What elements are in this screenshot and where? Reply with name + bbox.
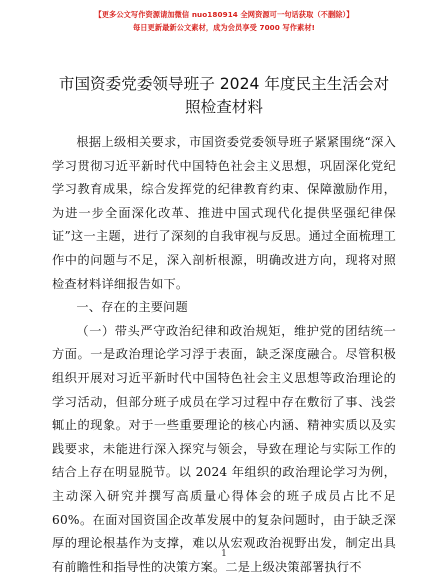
- promo-banner-line-1: 【更多公文写作资源请加微信 nuo180914 全网资源可一句话获取（不删除）】: [94, 10, 354, 19]
- section-heading: 一、存在的主要问题: [76, 300, 188, 315]
- document-body: [52, 131, 396, 579]
- page-number: 1: [221, 549, 227, 559]
- promo-banner-line-2: 每日更新最新公文素材，成为会员享受 7000 写作素材!: [132, 23, 316, 32]
- document-title: 市国资委党委领导班子 2024 年度民主生活会对照检查材料: [58, 75, 390, 116]
- section-paragraph: （一）带头严守政治纪律和政治规矩，维护党的团结统一方面。一是政治理论学习浮于表面，缺乏深度融合。尽管积极组织开展对习近平新时代中国特色社会主义思想等政治理论的学习活动，但部分班子成员在学习过程中存在敷衍了事、浅尝辄止的现象。对于一些重要理论的核心内涵、精神实质以及实践要求，未能进行深入探究与领会，导致在理论与实际工作的结合上存在明显脱节。以 2024 年组织的政治理论学习为例，主动深入研究并撰写高质量心得体会的班子成员占比不足 60%。在面对国资国企改革发展中的复杂问题时，由于缺乏深厚的理论根基作为支撑，难以从宏观政治视野出发，制定出具有前瞻性和指导性的决策方案。二是上级决策部署执行不: [52, 323, 396, 574]
- promo-banner: [0, 8, 448, 34]
- intro-paragraph: 根据上级相关要求，市国资委党委领导班子紧紧围绕“深入学习贯彻习近平新时代中国特色社会主义思想，巩固深化党纪学习教育成果，综合发挥党的纪律教育约束、保障激励作用，为进一步全面深化改革、推进中国式现代化提供坚强纪律保证”这一主题，进行了深刻的自我审视与反思。通过全面梳理工作中的问题与不足，深入剖析根源，明确改进方向，现将对照检查材料详细报告如下。: [52, 135, 396, 291]
